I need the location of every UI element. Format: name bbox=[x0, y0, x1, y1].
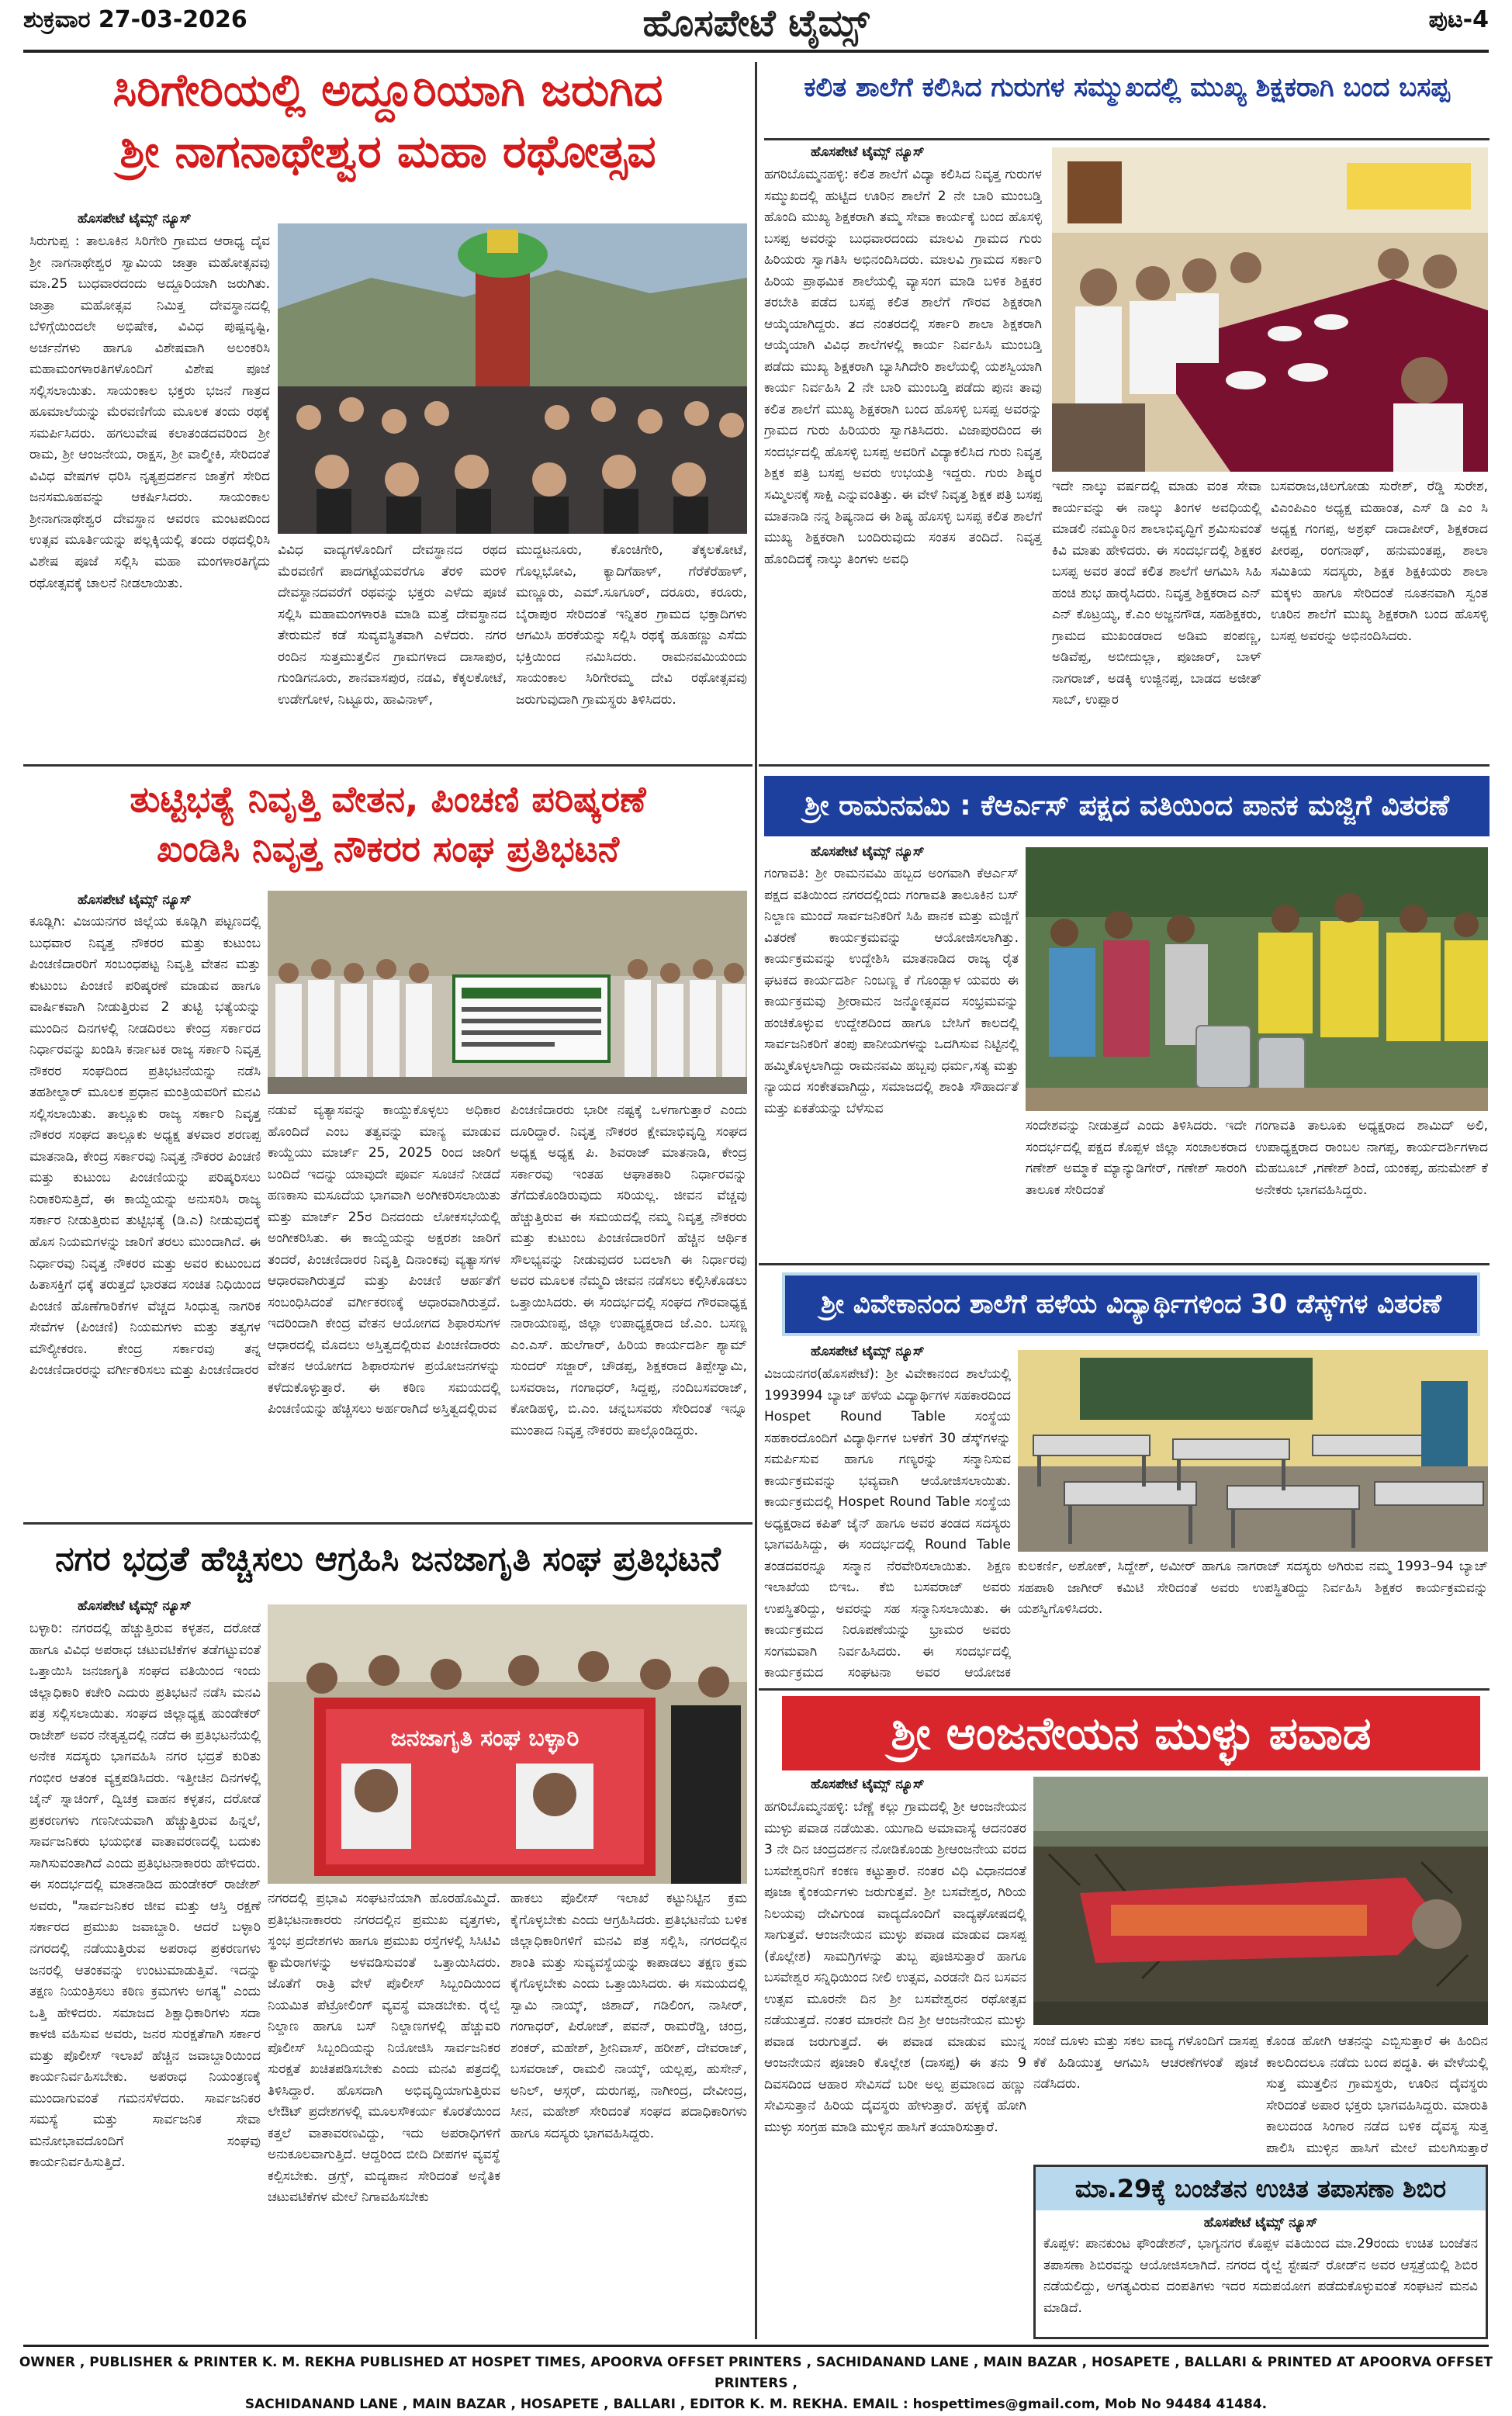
imprint-line1: OWNER , PUBLISHER & PRINTER K. M. REKHA PUBLISHED AT HOSPET TIMES, APOORVA OFFSET PRINTERS , SACHIDANAND LANE , MAIN BAZAR , HOSAPETE , BALLARI & PRINTED AT APOORVA OFFSET PRINTERS , bbox=[19, 2355, 1493, 2392]
story2-bottom-rule bbox=[759, 764, 1490, 767]
thorn-bed-ritual-photo bbox=[1033, 1777, 1488, 2025]
story8-byline: ಹೊಸಪೇಟೆ ಟೈಮ್ಸ್ ನ್ಯೂಸ್ bbox=[1203, 2215, 1318, 2231]
story2-rule bbox=[764, 138, 1490, 140]
story7-headline: ಶ್ರೀ ಆಂಜನೇಯನ ಮುಳ್ಳು ಪವಾಡ bbox=[891, 1707, 1372, 1760]
story8-box bbox=[1033, 2165, 1488, 2339]
story8-body: ಕೊಪ್ಪಳ: ಪಾನಕುಂಟ ಫೌಂಡೇಶನ್, ಭಾಗ್ಯನಗರ ಕೊಪ್ಪಳ ವತಿಯಿಂದ ಮಾ.29ರಂದು ಉಚಿತ ಬಂಜೆತನ ತಪಾಸಣಾ ಶಿಬಿರವನ್ನು ಆಯೋಜಿಸಲಾಗಿದೆ. ನಗರದ ರೈಲ್ವೆ ಸ್ಟೇಷನ್ ರೋಡ್‌ನ ಅವರ ಆಸ್ಪತ್ರೆಯಲ್ಲಿ ಶಿಬಿರ ನಡೆಯಲಿದ್ದು, ಅಗತ್ಯವಿರುವ ದಂಪತಿಗಳು ಇದರ ಸದುಪಯೋಗ ಪಡೆದುಕೊಳ್ಳುವಂತೆ ಸಂಘಟನೆ ಮನವಿ ಮಾಡಿದೆ. bbox=[1043, 2236, 1478, 2316]
story6-headline: ನಗರ ಭದ್ರತೆ ಹೆಚ್ಚಿಸಲು ಆಗ್ರಹಿಸಿ ಜನಜಾಗೃತಿ ಸಂಘ ಪ್ರತಿಭಟನೆ bbox=[55, 1539, 721, 1579]
teachers-meeting-photo bbox=[1052, 147, 1488, 472]
story6-photo bbox=[268, 1604, 747, 1884]
story1-col2: ವಿವಿಧ ವಾದ್ಯಗಳೊಂದಿಗೆ ದೇವಸ್ಥಾನದ ರಥದ ಮೆರವಣಿಗೆ ಪಾದಗಟ್ಟೆಯವರೆಗೂ ತೆರಳಿ ಮರಳಿ ದೇವಸ್ಥಾನದವರೆಗೆ ರಥವನ್ನು ಭಕ್ತರು ಎಳೆದು ಪೂಜೆ ಸಲ್ಲಿಸಿ ಮಹಾಮಂಗಳಾರತಿ ಮಾಡಿ ಮತ್ತೆ ದೇವಸ್ಥಾನದ ತೇರುಮನೆ ಕಡೆ ಸುವ್ಯವಸ್ಥಿತವಾಗಿ ಎಳೆದರು. ನಗರ ರಂದಿನ ಸುತ್ತಮುತ್ತಲಿನ ಗ್ರಾಮಗಳಾದ ದಾಸಾಪುರ, ಗುಂಡಿಗನೂರು, ಶಾನವಾಸಪುರ, ನಡವಿ, ಕೆಕ್ಕಲಕೋಟೆ, ಉಡೇಗೋಳ, ನಿಟ್ಟೂರು, ಹಾವಿನಾಳ್, bbox=[278, 542, 507, 708]
janajagruti-protest-photo bbox=[268, 1604, 747, 1884]
story5-col2: ಕುಲಕರ್ಣಿ, ಅಶೋಕ್, ಸಿದ್ದೇಶ್, ಅಮೀರ್ ಹಾಗೂ ನಾಗರಾಜ್ ಸದಸ್ಯರು ಅಗಿರುವ ನಮ್ಮ 1993–94 ಬ್ಯಾಚ್ ಸಹಪಾಠಿ ಜಾಗೀರ್ ಕಮಿಟಿ ಸೇರಿದಂತೆ ಅವರು ಉಪಸ್ಥಿತರಿದ್ದು ನಿರ್ವಹಿಸಿ ಶಿಕ್ಷಕರ ಕಾರ್ಯಕ್ರಮವನ್ನು ಯಶಸ್ವಿಗೊಳಿಸಿದರು. bbox=[1018, 1559, 1488, 1618]
story6-col1: ಬಳ್ಳಾರಿ: ನಗರದಲ್ಲಿ ಹೆಚ್ಚುತ್ತಿರುವ ಕಳ್ಳತನ, ದರೋಡೆ ಹಾಗೂ ವಿವಿಧ ಅಪರಾಧ ಚಟುವಟಿಕೆಗಳ ತಡೆಗಟ್ಟುವಂತೆ ಒತ್ತಾಯಿಸಿ ಜನಜಾಗೃತಿ ಸಂಘದ ವತಿಯಿಂದ ಇಂದು ಜಿಲ್ಲಾಧಿಕಾರಿ ಕಚೇರಿ ಎದುರು ಪ್ರತಿಭಟನೆ ನಡೆಸಿ ಮನವಿ ಪತ್ರ ಸಲ್ಲಿಸಲಾಯಿತು. ಸಂಘದ ಜಿಲ್ಲಾಧ್ಯಕ್ಷ ಹುಂಡೇಕರ್ ರಾಜೇಶ್ ಅವರ ನೇತೃತ್ವದಲ್ಲಿ ನಡೆದ ಈ ಪ್ರತಿಭಟನೆಯಲ್ಲಿ ಅನೇಕ ಸದಸ್ಯರು ಭಾಗವಹಿಸಿ ನಗರ ಭದ್ರತೆ ಕುರಿತು ಗಂಭೀರ ಆತಂಕ ವ್ಯಕ್ತಪಡಿಸಿದರು. ಇತ್ತೀಚಿನ ದಿನಗಳಲ್ಲಿ ಚೈನ್ ಸ್ನಾಚಿಂಗ್, ದ್ವಿಚಕ್ರ ವಾಹನ ಕಳ್ಳತನ, ದರೋಡೆ ಪ್ರಕರಣಗಳು ಗಣನೀಯವಾಗಿ ಹೆಚ್ಚುತ್ತಿರುವ ಹಿನ್ನಲೆ, ಸಾರ್ವಜನಿಕರು ಭಯಭೀತ ವಾತಾವರಣದಲ್ಲಿ ಬದುಕು ಸಾಗಿಸುವಂತಾಗಿದೆ ಎಂದು ಪ್ರತಿಭಟನಾಕಾರರು ಹೇಳಿದರು. ಈ ಸಂದರ್ಭದಲ್ಲಿ ಮಾತನಾಡಿದ ಹುಂಡೇಕರ್ ರಾಜೇಶ್ ಅವರು, "ಸಾರ್ವಜನಿಕರ ಜೀವ ಮತ್ತು ಆಸ್ತಿ ರಕ್ಷಣೆ ಸರ್ಕಾರದ ಪ್ರಮುಖ ಜವಾಬ್ದಾರಿ. ಆದರೆ ಬಳ್ಳಾರಿ ನಗರದಲ್ಲಿ ನಡೆಯುತ್ತಿರುವ ಅಪರಾಧ ಪ್ರಕರಣಗಳು ಜನರಲ್ಲಿ ಆತಂಕವನ್ನು ಉಂಟುಮಾಡುತ್ತಿವೆ. ಇದನ್ನು ತಕ್ಷಣ ನಿಯಂತ್ರಿಸಲು ಕಠಿಣ ಕ್ರಮಗಳು ಅಗತ್ಯ" ಎಂದು ಒತ್ತಿ ಹೇಳಿದರು. ಸಮಾಜದ ಶಿಕ್ಷಾಧಿಕಾರಿಗಳು ಸದಾ ಕಾಳಜಿ ವಹಿಸುವ ಅವರು, ಜನರ ಸುರಕ್ಷತೆಗಾಗಿ ಸರ್ಕಾರ ಮತ್ತು ಪೊಲೀಸ್ ಇಲಾಖೆ ಹೆಚ್ಚಿನ ಜವಾಬ್ದಾರಿಯಿಂದ ಕಾರ್ಯನಿರ್ವಹಿಸಬೇಕು. ಅಪರಾಧ ನಿಯಂತ್ರಣಕ್ಕೆ ಮುಂದಾಗುವಂತೆ ಗಮನಸೆಳೆದರು. ಸಾರ್ವಜನಿಕರ ಸಮಸ್ಯೆ ಮತ್ತು ಸಾರ್ವಜನಿಕ ಸೇವಾ ಮನೋಭಾವದೊಂದಿಗೆ ಸಂಘವು ಕಾರ್ಯನಿರ್ವಹಿಸುತ್ತಿದೆ. bbox=[29, 1621, 261, 2171]
imprint-line2: SACHIDANAND LANE , MAIN BAZAR , HOSAPETE , BALLARI , EDITOR K. M. REKHA. EMAIL : hospettimes@gmail.com, Mob No 94484 41484. bbox=[244, 2397, 1268, 2413]
story1-bottom-rule bbox=[23, 764, 753, 767]
story5-byline: ಹೊಸಪೇಟೆ ಟೈಮ್ಸ್ ನ್ಯೂಸ್ bbox=[811, 1344, 925, 1359]
story8-headline: ಮಾ.29ಕ್ಕೆ ಬಂಜೆತನ ಉಚಿತ ತಪಾಸಣಾ ಶಿಬಿರ bbox=[1036, 2167, 1486, 2210]
story3-headline-line2: ಖಂಡಿಸಿ ನಿವೃತ್ತ ನೌಕರರ ಸಂಘ ಪ್ರತಿಭಟನೆ bbox=[156, 827, 620, 870]
story2-col2: ಇದೇ ನಾಲ್ಕು ವರ್ಷದಲ್ಲಿ ಮಾಡು ವಂತ ಸೇವಾ ಕಾರ್ಯವನ್ನು ಈ ನಾಲ್ಕು ತಿಂಗಳ ಅವಧಿಯಲ್ಲಿ ಮಾಡಲಿ ನಮ್ಮೂರಿನ ಶಾಲಾಭಿವೃದ್ಧಿಗೆ ಶ್ರಮಿಸುವಂತೆ ಕಿವಿ ಮಾತು ಹೇಳಿದರು. ಈ ಸಂದರ್ಭದಲ್ಲಿ ಶಿಕ್ಷಕರ ಬಸಪ್ಪ ಅವರ ತಂದೆ ಕಲಿತ ಶಾಲೆಗೆ ಆಗಮಿಸಿ ಸಿಹಿ ಹಂಚಿ ಶುಭ ಹಾರೈಸಿದರು. ನಿವೃತ್ತ ಶಿಕ್ಷಕರಾದ ಎನ್ ಎನ್ ಕೊಟ್ರಯ್ಯ, ಕೆ.ಎಂ ಅಜ್ಜನಗೌಡ, ಸಹಶಿಕ್ಷಕರು, ಗ್ರಾಮದ ಮುಖಂಡರಾದ ಅಡಿಮ ಪಂಪಣ್ಣ, ಅಡಿವೆಪ್ಪ, ಅಬೀದುಲ್ಲಾ, ಪೂಜಾರ್, ಬಾಳ್ ನಾಗರಾಜ್, ಅಡಕ್ಕಿ ಉಜ್ಜಿನಪ್ಪ, ಬಾಡದ ಅಜೀತ್ ಸಾಬ್, ಉಪ್ಪಾರ bbox=[1052, 479, 1261, 708]
story7-byline: ಹೊಸಪೇಟೆ ಟೈಮ್ಸ್ ನ್ಯೂಸ್ bbox=[811, 1777, 925, 1792]
story3-col2: ನಡುವೆ ವ್ಯತ್ಯಾಸವನ್ನು ಕಾಯ್ದುಕೊಳ್ಳಲು ಅಧಿಕಾರ ಹೊಂದಿದೆ ಎಂಬ ತತ್ವವನ್ನು ಮಾನ್ಯ ಮಾಡುವ ಕಾಯ್ದೆಯು ಮಾರ್ಚ್ 25, 2025 ರಿಂದ ಜಾರಿಗೆ ಬಂದಿದೆ ಇದನ್ನು ಯಾವುದೇ ಪೂರ್ವ ಸೂಚನೆ ನೀಡದೆ ಹಣಕಾಸು ಮಸೂದೆಯ ಭಾಗವಾಗಿ ಅಂಗೀಕರಿಸಲಾಯಿತು ಮತ್ತು ಮಾರ್ಚ್ 25ರ ದಿನದಂದು ಲೋಕಸಭೆಯಲ್ಲಿ ಅಂಗೀಕರಿಸಿತು. ಈ ಕಾಯ್ದೆಯನ್ನು ಅಕ್ಷರಶಃ ಜಾರಿಗೆ ತಂದರೆ, ಪಿಂಚಣಿದಾರರ ನಿವೃತ್ತಿ ದಿನಾಂಕವು ವ್ಯತ್ಯಾಸಗಳ ಆಧಾರವಾಗಿರುತ್ತದೆ ಮತ್ತು ಪಿಂಚಣಿ ಆರ್ಹತೆಗೆ ಸಂಬಂಧಿಸಿದಂತೆ ವರ್ಗೀಕರಣಕ್ಕೆ ಆಧಾರವಾಗಿರುತ್ತದೆ. ಇದರಿಂದಾಗಿ ಕೇಂದ್ರ ವೇತನ ಆಯೋಗದ ಶಿಫಾರಸುಗಳ ಆಧಾರದಲ್ಲಿ ಮೊದಲು ಅಸ್ತಿತ್ವದಲ್ಲಿರುವ ಪಿಂಚಣಿದಾರರು ವೇತನ ಆಯೋಗದ ಶಿಫಾರಸುಗಳ ಪ್ರಯೋಜನಗಳನ್ನು ಕಳೆದುಕೊಳ್ಳುತ್ತಾರೆ. ಈ ಕಠಿಣ ಸಮಯದಲ್ಲಿ ಪಿಂಚಣಿಯನ್ನು ಹೆಚ್ಚಿಸಲು ಅರ್ಹರಾಗಿದೆ ಅಸ್ತಿತ್ವದಲ್ಲಿರುವ bbox=[268, 1102, 500, 1417]
story5-bottom-rule bbox=[759, 1688, 1490, 1691]
story2-byline: ಹೊಸಪೇಟೆ ಟೈಮ್ಸ್ ನ್ಯೂಸ್ bbox=[811, 144, 925, 160]
masthead-date: ಶುಕ್ರವಾರ 27-03-2026 bbox=[23, 6, 247, 33]
story7-col1: ಹಗರಿಬೊಮ್ಮನಹಳ್ಳಿ: ಬೆಣ್ಣೆ ಕಲ್ಲು ಗ್ರಾಮದಲ್ಲಿ ಶ್ರೀ ಆಂಜನೇಯನ ಮುಳ್ಳು ಪವಾಡ ನಡೆಯಿತು. ಯುಗಾದಿ ಅಮಾವಾಸ್ಯೆ ಆದನಂತರ 3 ನೇ ದಿನ ಚಂದ್ರದರ್ಶನ ನೋಡಿಕೊಂಡು ಶ್ರೀಆಂಜನೇಯ ವರದ ಬಸವೇಶ್ವರನಿಗೆ ಕಂಕಣ ಕಟ್ಟುತ್ತಾರೆ. ನಂತರ ವಿಧಿ ವಿಧಾನದಂತೆ ಪೂಜಾ ಕೈಂಕರ್ಯಗಳು ಜರುಗುತ್ತವೆ. ಶ್ರೀ ಬಸವೇಶ್ವರ, ಗಿರಿಯ ನಿಲಯವು ದೇವಿಗುಂಡ ವಾದ್ಯದೊಂದಿಗೆ ವಾದ್ಯಘೋಷದಲ್ಲಿ ಸಾಗುತ್ತವೆ. ಆಂಜನೇಯನ ಮುಳ್ಳು ಪವಾಡ ಮಾಡುವ ದಾಸಪ್ಪ (ಕೊಲ್ಲೇಶ) ಸಾಮಗ್ರಿಗಳನ್ನು ತುಬ್ಬ ಪೂಜಿಸುತ್ತಾರೆ ಹಾಗೂ ಬಸವೇಶ್ವರ ಸನ್ನಿಧಿಯಿಂದ ನೀಲಿ ಉತ್ಸವ, ಎರಡನೇ ದಿನ ಬಸವನ ಉತ್ಸವ ಮೂರನೇ ದಿನ ಶ್ರೀ ಬಸವೇಶ್ವರನ ರಥೋತ್ಸವ ನಡೆಯುತ್ತದೆ. ನಂತರ ಮಾರನೇ ದಿನ ಶ್ರೀ ಆಂಜನೇಯನ ಮುಳ್ಳು ಪವಾಡ ಜರುಗುತ್ತದೆ. ಈ ಪವಾಡ ಮಾಡುವ ಮುನ್ನ ಆಂಜನೇಯನ ಪೂಜಾರಿ ಕೊಲ್ಲೇಶ (ದಾಸಪ್ಪ) ಈ ತನು 9 ದಿವಸದಿಂದ ಆಹಾರ ಸೇವಿಸದೆ ಬರೀ ಅಲ್ಪ ಪ್ರಮಾಣದ ಹಣ್ಣು ಸೇವಿಸುತ್ತಾನೆ ಹಿರಿಯ ದೈವಸ್ಥರು ಹೇಳುತ್ತಾರೆ. ಹಳ್ಳಕ್ಕೆ ಹೋಗಿ ಮುಳ್ಳು ಸಂಗ್ರಹ ಮಾಡಿ ಮುಳ್ಳಿನ ಹಾಸಿಗೆ ತಯಾರಿಸುತ್ತಾರೆ. bbox=[764, 1799, 1026, 2135]
story2-col3: ಬಸವರಾಜ,ಚಿಲಗೋಡು ಸುರೇಶ್, ರೆಡ್ಡಿ ಸುರೇಶ, ವಿಎಂಪಿಎಂ ಅಧ್ಯಕ್ಷ ಮಹಾಂತ, ಎಸ್ ಡಿ ಎಂ ಸಿ ಅಧ್ಯಕ್ಷ ಗಂಗಪ್ಪ, ಅಶ್ರಫ್ ದಾದಾಪೀರ್, ಶಿಕ್ಷಕರಾದ ಪೀರಪ್ಪ, ರಂಗನಾಥ್, ಹನುಮಂತಪ್ಪ, ಶಾಲಾ ಸಮಿತಿಯ ಸದಸ್ಯರು, ಶಿಕ್ಷಕ ಶಿಕ್ಷಕಿಯರು ಶಾಲಾ ಮಕ್ಕಳು ಹಾಗೂ ಸೇರಿದಂತೆ ನೂತನವಾಗಿ ಸ್ವಂತ ಊರಿನ ಶಾಲೆಗೆ ಮುಖ್ಯ ಶಿಕ್ಷಕರಾಗಿ ಬಂದ ಹೊಸಳ್ಳಿ ಬಸಪ್ಪ ಅವರನ್ನು ಅಭಿನಂದಿಸಿದರು. bbox=[1271, 479, 1488, 644]
story3-byline: ಹೊಸಪೇಟೆ ಟೈಮ್ಸ್ ನ್ಯೂಸ್ bbox=[78, 892, 192, 908]
story4-col1: ಗಂಗಾವತಿ: ಶ್ರೀ ರಾಮನವಮಿ ಹಬ್ಬದ ಅಂಗವಾಗಿ ಕೆಆರ್ಎಸ್ ಪಕ್ಷದ ವತಿಯಿಂದ ನಗರದಲ್ಲಿಂದು ಗಂಗಾವತಿ ತಾಲೂಕಿನ ಬಸ್ ನಿಲ್ದಾಣ ಮುಂದೆ ಸಾರ್ವಜನಿಕರಿಗೆ ಸಿಹಿ ಪಾನಕ ಮತ್ತು ಮಜ್ಜಿಗೆ ವಿತರಣೆ ಕಾರ್ಯಕ್ರಮವನ್ನು ಆಯೋಜಿಸಲಾಗಿತ್ತು. ಕಾರ್ಯಕ್ರಮವನ್ನು ಉದ್ದೇಶಿಸಿ ಮಾತನಾಡಿದ ರಾಜ್ಯ ರೈತ ಘಟಕದ ಕಾರ್ಯದರ್ಶಿ ನಿಂಬಣ್ಣ ಕೆ ಗೊಂಡ್ಬಾಳ ಯವರು ಈ ಕಾರ್ಯಕ್ರಮವು ಶ್ರೀರಾಮನ ಜನ್ಮೋತ್ಸವದ ಸಂಭ್ರಮವನ್ನು ಹಂಚಿಕೊಳ್ಳುವ ಉದ್ದೇಶದಿಂದ ಹಾಗೂ ಬೇಸಿಗೆ ಕಾಲದಲ್ಲಿ ಸಾರ್ವಜನಿಕರಿಗೆ ತಂಪು ಪಾನೀಯಗಳನ್ನು ಒದಗಿಸುವ ನಿಟ್ಟಿನಲ್ಲಿ ಹಮ್ಮಿಕೊಳ್ಳಲಾಗಿದ್ದು ರಾಮನವಮಿ ಹಬ್ಬವು ಧರ್ಮ,ಸತ್ಯ ಮತ್ತು ನ್ಯಾಯದ ಸಂಕೇತವಾಗಿದ್ದು, ಸಮಾಜದಲ್ಲಿ ಶಾಂತಿ ಸೌಹಾರ್ದತೆ ಮತ್ತು ಏಕತೆಯನ್ನು ಬೆಳೆಸುವ bbox=[764, 866, 1019, 1116]
masthead-rule bbox=[23, 50, 1489, 53]
story1-col1: ಸಿರುಗುಪ್ಪ : ತಾಲೂಕಿನ ಸಿರಿಗೇರಿ ಗ್ರಾಮದ ಆರಾಧ್ಯ ದೈವ ಶ್ರೀ ನಾಗನಾಥೇಶ್ವರ ಸ್ವಾಮಿಯ ಜಾತ್ರಾ ಮಹೋತ್ಸವವು ಮಾ.25 ಬುಧವಾರದಂದು ಅದ್ದೂರಿಯಾಗಿ ಜರುಗಿತು. ಜಾತ್ರಾ ಮಹೋತ್ಸವ ನಿಮಿತ್ತ ದೇವಸ್ಥಾನದಲ್ಲಿ ಬೆಳಿಗ್ಗೆಯಿಂದಲೇ ಅಭಿಷೇಕ, ವಿವಿಧ ಪುಷ್ಪವೃಷ್ಟಿ, ಅರ್ಚನೆಗಳು ಹಾಗೂ ವಿಶೇಷವಾಗಿ ಅಲಂಕರಿಸಿ ಮಹಾಮಂಗಳಾರತಿಗಳೊಂದಿಗೆ ವಿಶೇಷ ಪೂಜೆ ಸಲ್ಲಿಸಲಾಯಿತು. ಸಾಯಂಕಾಲ ಭಕ್ತರು ಭಜನೆ ಗಾತ್ರದ ಹೂಮಾಲೆಯನ್ನು ಮೆರವಣಿಗೆಯ ಮೂಲಕ ತಂದು ರಥಕ್ಕೆ ಸಮರ್ಪಿಸಿದರು. ಹಗಲುವೇಷ ಕಲಾತಂಡದವರಿಂದ ಶ್ರೀ ರಾಮ, ಶ್ರೀ ಆಂಜನೇಯ, ರಾಕ್ಷಸ, ಶ್ರೀ ವಾಲ್ಮೀಕಿ, ಸೇರಿದಂತೆ ವಿವಿಧ ವೇಷಗಳ ಧರಿಸಿ ನೃತ್ಯಪ್ರದರ್ಶನ ಜಾತ್ರೆಗೆ ಸೇರಿದ ಜನಸಮೂಹವನ್ನು ಆಕರ್ಷಿಸಿದರು. ಸಾಯಂಕಾಲ ಶ್ರೀನಾಗನಾಥೇಶ್ವರ ದೇವಸ್ಥಾನ ಆವರಣ ಮಂಟಪದಿಂದ ಉತ್ಸವ ಮೂರ್ತಿಯನ್ನು ಪಲ್ಲಕ್ಕಿಯಲ್ಲಿ ತಂದು ರಥದಲ್ಲಿರಿಸಿ ವಿಶೇಷ ಪೂಜೆ ಸಲ್ಲಿಸಿ ಮಹಾ ಮಂಗಳಾರತಿಗೈದು ರಥೋತ್ಸವಕ್ಕೆ ಚಾಲನೆ ನೀಡಲಾಯಿತು. bbox=[29, 234, 270, 591]
story1-photo bbox=[278, 223, 747, 534]
classroom-desks-photo bbox=[1018, 1350, 1488, 1552]
story4-bottom-rule bbox=[759, 1263, 1490, 1265]
masthead-title: ಹೊಸಪೇಟೆ ಟೈಮ್ಸ್ bbox=[642, 2, 870, 45]
story7-col2: ಕೊಂಡ ಹೋಗಿ ಆತನನ್ನು ಎಬ್ಬಿಸುತ್ತಾರೆ ಈ ಹಿಂದಿನ ಕಾಲದಿಂದಲೂ ನಡೆದು ಬಂದ ಪದ್ಧತಿ. ಈ ವೇಳೆಯಲ್ಲಿ ಸುತ್ತ ಮುತ್ತಲಿನ ಗ್ರಾಮಸ್ಥರು, ಊರಿನ ದೈವಸ್ಥರು ಸೇರಿದಂತೆ ಅಪಾರ ಭಕ್ತರು ಭಾಗವಹಿಸಿದ್ದರು. ಮಾರುತಿ ಕಾಲುದಂಡ ಸಿಂಗಾರ ನಡೆದ ಬಳಿಕ ದೈವಸ್ಥ ಸುತ್ತ ಪಾಲಿಸಿ ಮುಳ್ಳಿನ ಹಾಸಿಗೆ ಮೇಲೆ ಮಲಗಿಸುತ್ತಾರೆ bbox=[1266, 2034, 1488, 2156]
story4-col3: ಗಂಗಾವತಿ ತಾಲೂಕು ಅಧ್ಯಕ್ಷರಾದ ಶಾಮಿದ್ ಅಲಿ, ಉಪಾಧ್ಯಕ್ಷರಾದ ರಾಂಬಲ ನಾಗಪ್ಪ, ಕಾರ್ಯದರ್ಶಿಗಳಾದ ಮೆಹಬೂಬ್ ,ಗಣೇಶ್ ಶಿಂದೆ, ಯಂಕಪ್ಪ, ಹನುಮೇಶ್ ಕೆ ಅನೇಕರು ಭಾಗವಹಿಸಿದ್ದರು. bbox=[1255, 1118, 1488, 1198]
story5-col1: ವಿಜಯನಗರ(ಹೊಸಪೇಟೆ): ಶ್ರೀ ವಿವೇಕಾನಂದ ಶಾಲೆಯಲ್ಲಿ 1993994 ಬ್ಯಾಚ್ ಹಳೆಯ ವಿದ್ಯಾರ್ಥಿಗಳ ಸಹಕಾರದಿಂದ Hospet Round Table ಸಂಸ್ಥೆಯ ಸಹಕಾರದೊಂದಿಗೆ ವಿದ್ಯಾರ್ಥಿಗಳ ಬಳಕೆಗೆ 30 ಡೆಸ್ಕ್‌ಗಳನ್ನು ಸಮರ್ಪಿಸುವ ಹಾಗೂ ಗಣ್ಯರನ್ನು ಸನ್ಮಾನಿಸುವ ಕಾರ್ಯಕ್ರಮವನ್ನು ಭವ್ಯವಾಗಿ ಆಯೋಜಿಸಲಾಯಿತು. ಕಾರ್ಯಕ್ರಮದಲ್ಲಿ Hospet Round Table ಸಂಸ್ಥೆಯ ಅಧ್ಯಕ್ಷರಾದ ಕಪಿತ್ ಜೈನ್ ಹಾಗೂ ಅವರ ತಂಡದ ಸದಸ್ಯರು ಭಾಗವಹಿಸಿದ್ದು, ಈ ಸಂದರ್ಭದಲ್ಲಿ Round Table ತಂಡದವರನ್ನೂ ಸನ್ಮಾನ ನೆರವೇರಿಸಲಾಯಿತು. ಶಿಕ್ಷಣ ಇಲಾಖೆಯ ಬಿಇಒ. ಕೆಬಿ ಬಸವರಾಜ್ ಅವರು ಉಪಸ್ಥಿತರಿದ್ದು, ಅವರನ್ನು ಸಹ ಸನ್ಮಾನಿಸಲಾಯಿತು. ಈ ಕಾರ್ಯಕ್ರಮದ ನಿರೂಪಣೆಯನ್ನು ಭ್ರಾಮರ ಅವರು ಸಂಗಮವಾಗಿ ನಿರ್ವಹಿಸಿದರು. ಈ ಸಂದರ್ಭದಲ್ಲಿ ಕಾರ್ಯಕ್ರಮದ ಸಂಘಟನಾ ಅವರ ಆಯೋಜಕ bbox=[764, 1366, 1011, 1681]
story3-photo bbox=[268, 891, 747, 1094]
story1-headline bbox=[31, 62, 745, 179]
story4-photo bbox=[1026, 847, 1488, 1111]
story6-col3: ಹಾಕಲು ಪೊಲೀಸ್ ಇಲಾಖೆ ಕಟ್ಟುನಿಟ್ಟಿನ ಕ್ರಮ ಕೈಗೊಳ್ಳಬೇಕು ಎಂದು ಆಗ್ರಹಿಸಿದರು. ಪ್ರತಿಭಟನೆಯ ಬಳಿಕ ಜಿಲ್ಲಾಧಿಕಾರಿಗಳಿಗೆ ಮನವಿ ಪತ್ರ ಸಲ್ಲಿಸಿ, ನಗರದಲ್ಲಿನ ಶಾಂತಿ ಮತ್ತು ಸುವ್ಯವಸ್ಥೆಯನ್ನು ಕಾಪಾಡಲು ತಕ್ಷಣ ಕ್ರಮ ಕೈಗೊಳ್ಳಬೇಕು ಎಂದು ಒತ್ತಾಯಿಸಿದರು. ಈ ಸಮಯದಲ್ಲಿ ಸ್ವಾಮಿ ನಾಯ್ಕ್, ಜಿಶಾದ್, ಗಡಿಲಿಂಗ, ನಾಸೀರ್, ಗಂಗಾಧರ್, ಪಿರೋಜ್, ಪವನ್, ರಾಮರೆಡ್ಡಿ, ಚಂದ್ರ, ಶಂಕರ್, ಮಹೇಶ್, ಶ್ರೀನಿವಾಸ್, ಹರೀಶ್, ದೇವರಾಜ್, ಬಸವರಾಜ್, ರಾಮಲಿ ನಾಯ್ಕ್, ಯಲ್ಲಪ್ಪ, ಹುಸೇನ್, ಅನಿಲ್, ಆಸ್ಗರ್, ದುರುಗಪ್ಪ, ನಾಗೀಂದ್ರ, ದೇವೀಂದ್ರ, ಸೀನ, ಮಹೇಶ್ ಸೇರಿದಂತೆ ಸಂಘದ ಪದಾಧಿಕಾರಿಗಳು ಹಾಗೂ ಸದಸ್ಯರು ಭಾಗವಹಿಸಿದ್ದರು. bbox=[510, 1891, 747, 2141]
story1-headline-line2: ಶ್ರೀ ನಾಗನಾಥೇಶ್ವರ ಮಹಾ ರಥೋತ್ಸವ bbox=[119, 124, 656, 178]
story3-headline bbox=[31, 777, 745, 871]
story4-headline: ಶ್ರೀ ರಾಮನವಮಿ : ಕೆಆರ್ಎಸ್ ಪಕ್ಷದ ವತಿಯಿಂದ ಪಾನಕ ಮಜ್ಜಿಗೆ ವಿತರಣೆ bbox=[804, 790, 1450, 822]
story1-headline-line1: ಸಿರಿಗೇರಿಯಲ್ಲಿ ಅದ್ದೂರಿಯಾಗಿ ಜರುಗಿದ bbox=[112, 64, 663, 116]
story3-bottom-rule bbox=[23, 1522, 753, 1525]
page-number: ಪುಟ-4 bbox=[1428, 6, 1489, 33]
story2-col1: ಹಗರಿಬೊಮ್ಮನಹಳ್ಳಿ: ಕಲಿತ ಶಾಲೆಗೆ ವಿದ್ಯಾ ಕಲಿಸಿದ ನಿವೃತ್ತ ಗುರುಗಳ ಸಮ್ಮುಖದಲ್ಲಿ ಹುಟ್ಟಿದ ಊರಿನ ಶಾಲೆಗೆ 2 ನೇ ಬಾರಿ ಮುಂಬಡ್ತಿ ಹೊಂದಿ ಮುಖ್ಯ ಶಿಕ್ಷಕರಾಗಿ ತಮ್ಮ ಸೇವಾ ಕಾರ್ಯಕ್ಕೆ ಬಂದ ಹೊಸಳ್ಳಿ ಬಸಪ್ಪ ಅವರನ್ನು ಬುಧವಾರದಂದು ಮಾಲವಿ ಗ್ರಾಮದ ಗುರು ಹಿರಿಯರು ಸ್ವಾಗತಿಸಿ ಅಭಿನಂದಿಸಿದರು. ಮಾಲವಿ ಗ್ರಾಮದ ಸರ್ಕಾರಿ ಹಿರಿಯ ಪ್ರಾಥಮಿಕ ಶಾಲೆಯಲ್ಲಿ ವ್ಯಾಸಂಗ ಮಾಡಿ ಬಳಿಕ ಶಿಕ್ಷಕರ ತರಬೇತಿ ಪಡೆದ ಬಸಪ್ಪ ಕಲಿತ ಶಾಲೆಗೆ ಗೌರವ ಶಿಕ್ಷಕರಾಗಿ ಆಯ್ಕೆಯಾಗಿದ್ದರು. ತದ ನಂತರದಲ್ಲಿ ಸರ್ಕಾರಿ ಶಾಲಾ ಶಿಕ್ಷಕರಾಗಿ ಆಯ್ಕೆಯಾಗಿ ವಿವಿಧ ಶಾಲೆಗಳಲ್ಲಿ ಕಾರ್ಯ ನಿರ್ವಹಿಸಿ ಮುಂಬಡ್ತಿ ಪಡೆದು ಮುಖ್ಯ ಶಿಕ್ಷಕರಾಗಿ ಬ್ಯಾಸಿಗಿದೇರಿ ಶಾಲೆಯಲ್ಲಿ ಯಶಸ್ವಿಯಾಗಿ ಕಾರ್ಯ ನಿರ್ವಹಿಸಿ 2 ನೇ ಬಾರಿ ಮುಂಬಡ್ತಿ ಪಡೆದು ಪುನಃ ತಾವು ಕಲಿತ ಶಾಲೆಗೆ ಮುಖ್ಯ ಶಿಕ್ಷಕರಾಗಿ ಬಂದ ಹೊಸಳ್ಳಿ ಬಸಪ್ಪ ಅವರನ್ನು ಗ್ರಾಮದ ಗುರು ಹಿರಿಯರು ಸ್ವಾಗತಿಸಿದರು. ವಿಜಾಪುರದಿಂದ ಈ ಸಂದರ್ಭದಲ್ಲಿ ಹೊಸಳ್ಳಿ ಬಸಪ್ಪ ಅವರಿಗೆ ವಿದ್ಯಾಕಲಿಸಿದ ಗುರು ನಿವೃತ್ತ ಶಿಕ್ಷಕ ಪತ್ರಿ ಬಸಪ್ಪ ಅವರು ಉಭಯತ್ರಿ ಇದ್ದರು. ಗುರು ಶಿಷ್ಯರ ಸಮ್ಮಿಲನಕ್ಕೆ ಸಾಕ್ಷಿ ಎನ್ನುವಂತಿತ್ತು. ಈ ವೇಳೆ ನಿವೃತ್ತ ಶಿಕ್ಷಕ ಪತ್ರಿ ಬಸಪ್ಪ ಮಾತನಾಡಿ ನನ್ನ ಶಿಷ್ಯನಾದ ಈ ಶಿಷ್ಯ ಹೊಸಳ್ಳಿ ಬಸಪ್ಪ ಕಲಿತ ಶಾಲೆಗೆ ಮುಖ್ಯ ಶಿಕ್ಷಕರಾಗಿ ಬಂದಿರುವುದು ಸಂತಸ ತಂದಿದೆ. ನಿವೃತ್ತ ಹೊಂದಿದಕ್ಕೆ ನಾಲ್ಕು ತಿಂಗಳು ಅವಧಿ bbox=[764, 167, 1042, 567]
story6-byline: ಹೊಸಪೇಟೆ ಟೈಮ್ಸ್ ನ್ಯೂಸ್ bbox=[78, 1598, 192, 1614]
story5-headline: ಶ್ರೀ ವಿವೇಕಾನಂದ ಶಾಲೆಗೆ ಹಳೆಯ ವಿದ್ಯಾರ್ಥಿಗಳಿಂದ 30 ಡೆಸ್ಕ್‌ಗಳ ವಿತರಣೆ bbox=[821, 1289, 1441, 1320]
story4-headline-banner bbox=[764, 776, 1490, 836]
story7-photo bbox=[1033, 1777, 1488, 2025]
story3-col3: ಪಿಂಚಣಿದಾರರು ಭಾರೀ ನಷ್ಟಕ್ಕೆ ಒಳಗಾಗುತ್ತಾರೆ ಎಂದು ದೂರಿದ್ದಾರೆ. ನಿವೃತ್ತ ನೌಕರರ ಕ್ಷೇಮಾಭಿವೃದ್ಧಿ ಸಂಘದ ಅಧ್ಯಕ್ಷ ಅಧ್ಯಕ್ಷ ಪಿ. ಶಿವರಾಜ್ ಮಾತನಾಡಿ, ಕೇಂದ್ರ ಸರ್ಕಾರವು ಇಂತಹ ಆಘಾತಕಾರಿ ನಿರ್ಧಾರವನ್ನು ತೆಗೆದುಕೊಂಡಿರುವುದು ಸರಿಯಲ್ಲ. ಜೀವನ ವೆಚ್ಚವು ಹೆಚ್ಚುತ್ತಿರುವ ಈ ಸಮಯದಲ್ಲಿ ನಮ್ಮ ನಿವೃತ್ತ ನೌಕರರು ಮತ್ತು ಕುಟುಂಬ ಪಿಂಚಣಿದಾರರಿಗೆ ಹೆಚ್ಚಿನ ಆರ್ಥಿಕ ಸೌಲಭ್ಯವನ್ನು ನೀಡುವುದರ ಬದಲಾಗಿ ಈ ನಿರ್ಧಾರವು ಅವರ ಮೂಲಕ ನೆಮ್ಮದಿ ಜೀವನ ನಡೆಸಲು ಕಲ್ಪಿಸಿಕೊಡಲು ಒತ್ತಾಯಿಸಿದರು. ಈ ಸಂದರ್ಭದಲ್ಲಿ ಸಂಘದ ಗೌರವಾಧ್ಯಕ್ಷ ನಾರಾಯಣಪ್ಪ, ಜಿಲ್ಲಾ ಉಪಾಧ್ಯಕ್ಷರಾದ ಜೆ.ಎಂ. ಬಸಣ್ಣ ಎಂ.ಎಸ್. ಹುಲೆಗಾರ್, ಹಿರಿಯ ಕಾರ್ಯದರ್ಶಿ ಶ್ಯಾಮ್ ಸುಂದರ್ ಸಜ್ಜಾರ್, ಚೌಡಪ್ಪ, ಶಿಕ್ಷಕರಾದ ತಿಪ್ಪೇಸ್ವಾಮಿ, ಬಸವರಾಜ, ಗಂಗಾಧರ್, ಸಿದ್ದಪ್ಪ, ನಂದಿಬಸವರಾಜ್, ಕೋಡಿಹಳ್ಳಿ, ಬಿ.ಎಂ. ಚನ್ನಬಸವರು ಸೇರಿದಂತೆ ಇನ್ನೂ ಮುಂತಾದ ನಿವೃತ್ತ ನೌಕರರು ಪಾಲ್ಗೊಂಡಿದ್ದರು. bbox=[510, 1102, 747, 1438]
story4-byline: ಹೊಸಪೇಟೆ ಟೈಮ್ಸ್ ನ್ಯೂಸ್ bbox=[811, 844, 925, 860]
story2-photo bbox=[1052, 147, 1488, 472]
protest-banner-text: ಜನಜಾಗೃತಿ ಸಂಘ ಬಳ್ಳಾರಿ bbox=[390, 1725, 580, 1752]
story4-col2: ಸಂದೇಶವನ್ನು ನೀಡುತ್ತದೆ ಎಂದು ತಿಳಿಸಿದರು. ಇದೇ ಸಂದರ್ಭದಲ್ಲಿ ಪಕ್ಷದ ಕೊಪ್ಪಳ ಜಿಲ್ಲಾ ಸಂಚಾಲಕರಾದ ಗಣೇಶ್ ಅಮ್ಮಾಕೆ ಮ್ಯಾನ್ಯುಡಿಗೇರ್, ಗಣೇಶ್ ಸಾರಂಗಿ ತಾಲೂಕ ಸೇರಿದಂತೆ bbox=[1026, 1118, 1247, 1198]
footer-rule bbox=[23, 2345, 1489, 2347]
story6-col2: ನಗರದಲ್ಲಿ ಪ್ರಭಾವಿ ಸಂಘಟನೆಯಾಗಿ ಹೊರಹೊಮ್ಮಿದೆ. ಪ್ರತಿಭಟನಾಕಾರರು ನಗರದಲ್ಲಿನ ಪ್ರಮುಖ ವೃತ್ತಗಳು, ಸ್ಥಂಭ ಪ್ರದೇಶಗಳು ಹಾಗೂ ಪ್ರಮುಖ ರಸ್ತೆಗಳಲ್ಲಿ ಸಿಸಿಟಿವಿ ಕ್ಯಾಮೆರಾಗಳನ್ನು ಅಳವಡಿಸುವಂತೆ ಒತ್ತಾಯಿಸಿದರು. ಜೊತೆಗೆ ರಾತ್ರಿ ವೇಳೆ ಪೊಲೀಸ್ ಸಿಬ್ಬಂದಿಯಿಂದ ನಿಯಮಿತ ಪೆಟ್ರೋಲಿಂಗ್ ವ್ಯವಸ್ಥೆ ಮಾಡಬೇಕು. ರೈಲ್ವೆ ನಿಲ್ದಾಣ ಹಾಗೂ ಬಸ್ ನಿಲ್ದಾಣಗಳಲ್ಲಿ ಹೆಚ್ಚುವರಿ ಪೊಲೀಸ್ ಸಿಬ್ಬಂದಿಯನ್ನು ನಿಯೋಜಿಸಿ ಸಾರ್ವಜನಿಕರ ಸುರಕ್ಷತೆ ಖಚಿತಪಡಿಸಬೇಕು ಎಂದು ಮನವಿ ಪತ್ರದಲ್ಲಿ ತಿಳಿಸಿದ್ದಾರೆ. ಹೊಸದಾಗಿ ಅಭಿವೃದ್ಧಿಯಾಗುತ್ತಿರುವ ಲೇಔಟ್ ಪ್ರದೇಶಗಳಲ್ಲಿ ಮೂಲಸೌಕರ್ಯ ಕೊರತೆಯಿಂದ ಕತ್ತಲೆ ವಾತಾವರಣವಿದ್ದು, ಇದು ಅಪರಾಧಿಗಳಿಗೆ ಅನುಕೂಲವಾಗುತ್ತಿದೆ. ಆದ್ದರಿಂದ ಬೀದಿ ದೀಪಗಳ ವ್ಯವಸ್ಥೆ ಕಲ್ಪಿಸಬೇಕು. ಡ್ರಗ್ಸ್, ಮದ್ಯಪಾನ ಸೇರಿದಂತೆ ಅನೈತಿಕ ಚಟುವಟಿಕೆಗಳ ಮೇಲೆ ನಿಗಾವಹಿಸಬೇಕು bbox=[268, 1891, 500, 2206]
story5-photo bbox=[1018, 1350, 1488, 1552]
story5-headline-banner bbox=[782, 1272, 1480, 1336]
story1-byline: ಹೊಸಪೇಟೆ ಟೈಮ್ಸ್ ನ್ಯೂಸ್ bbox=[78, 211, 192, 227]
chariot-festival-photo bbox=[278, 223, 747, 534]
buttermilk-distribution-photo bbox=[1026, 847, 1488, 1111]
imprint-footer bbox=[0, 2352, 1512, 2416]
story7-headline-banner bbox=[782, 1696, 1480, 1770]
story1-col3: ಮುದ್ದಟನೂರು, ಕೊಂಚಿಗೇರಿ, ತೆಕ್ಕಲಕೋಟೆ, ಗೊಲ್ಲಭೋವಿ, ಕ್ಯಾದಿಗೆಹಾಳ್, ಗೆರೆಕೆರೆಹಾಳ್, ಮಣ್ಣೂರು, ಎಮ್.ಸೂಗೂರ್, ದರೂರು, ಕರೂರು, ಬೈರಾಪುರ ಸೇರಿದಂತೆ ಇನ್ನಿತರ ಗ್ರಾಮದ ಭಕ್ತಾದಿಗಳು ಆಗಮಿಸಿ ಹರಕೆಯನ್ನು ಸಲ್ಲಿಸಿ ರಥಕ್ಕೆ ಹೂಹಣ್ಣು ಎಸೆದು ಭಕ್ತಿಯಿಂದ ನಮಿಸಿದರು. ರಾಮನವಮಿಯಂದು ಸಾಯಂಕಾಲ ಸಿರಿಗೇರಮ್ಮ ದೇವಿ ರಥೋತ್ಸವವು ಜರುಗುವುದಾಗಿ ಗ್ರಾಮಸ್ಥರು ತಿಳಿಸಿದರು. bbox=[516, 542, 747, 708]
column-divider bbox=[755, 62, 757, 2339]
retired-employees-protest-photo bbox=[268, 891, 747, 1094]
story7-caption: ಸಂಜೆ ದೂಳು ಮತ್ತು ಸಕಲ ವಾದ್ಯ ಗಳೊಂದಿಗೆ ದಾಸಪ್ಪ ಕೆಕೆ ಹಿಡಿಯುತ್ತ ಆಗಮಿಸಿ ಆಚರಣೆಗಳಂತೆ ಪೂಜೆ ನಡೆಸಿದರು. bbox=[1033, 2034, 1258, 2092]
story2-headline: ಕಲಿತ ಶಾಲೆಗೆ ಕಲಿಸಿದ ಗುರುಗಳ ಸಮ್ಮುಖದಲ್ಲಿ ಮುಖ್ಯ ಶಿಕ್ಷಕರಾಗಿ ಬಂದ ಬಸಪ್ಪ bbox=[804, 72, 1450, 103]
story3-col1: ಕೂಡ್ಲಿಗಿ: ವಿಜಯನಗರ ಜಿಲ್ಲೆಯ ಕೂಡ್ಲಿಗಿ ಪಟ್ಟಣದಲ್ಲಿ ಬುಧವಾರ ನಿವೃತ್ತ ನೌಕರರ ಮತ್ತು ಕುಟುಂಬ ಪಿಂಚಣಿದಾರರಿಗೆ ಸಂಬಂಧಪಟ್ಟ ನಿವೃತ್ತಿ ವೇತನ ಮತ್ತು ಕುಟುಂಬ ಪಿಂಚಣಿ ಪರಿಷ್ಕರಣೆ ಮಾಡುವ ಹಾಗೂ ವಾರ್ಷಿಕವಾಗಿ ನೀಡುತ್ತಿರುವ 2 ತುಟ್ಟಿ ಭತ್ಯೆಯನ್ನು ಮುಂದಿನ ದಿನಗಳಲ್ಲಿ ನೀಡದಿರಲು ಕೇಂದ್ರ ಸರ್ಕಾರದ ನಿರ್ಧಾರವನ್ನು ಖಂಡಿಸಿ ಕರ್ನಾಟಕ ರಾಜ್ಯ ಸರ್ಕಾರಿ ನಿವೃತ್ತ ನೌಕರರ ಸಂಘದಿಂದ ಪ್ರತಿಭಟನೆಯನ್ನು ನಡೆಸಿ ತಹಶೀಲ್ದಾರ್ ಮೂಲಕ ಪ್ರಧಾನ ಮಂತ್ರಿಯವರಿಗೆ ಮನವಿ ಸಲ್ಲಿಸಲಾಯಿತು. ತಾಲ್ಲೂಕು ರಾಜ್ಯ ಸರ್ಕಾರಿ ನಿವೃತ್ತ ನೌಕರರ ಸಂಘದ ತಾಲ್ಲೂಕು ಅಧ್ಯಕ್ಷ ತಳವಾರ ಶರಣಪ್ಪ ಮಾತನಾಡಿ, ಕೇಂದ್ರ ಸರ್ಕಾರವು ನಿವೃತ್ತ ನೌಕರರ ಪಿಂಚಣಿ ಮತ್ತು ಕುಟುಂಬ ಪಿಂಚಣಿಯನ್ನು ಪರಿಷ್ಕರಿಸಲು ನಿರಾಕರಿಸುತ್ತಿದೆ, ಈ ಕಾಯ್ದೆಯನ್ನು ಅನುಸರಿಸಿ ರಾಜ್ಯ ಸರ್ಕಾರ ನೀಡುತ್ತಿರುವ ತುಟ್ಟಿಭತ್ಯೆ (ಡಿ.ಎ) ನೀಡುವುದಕ್ಕೆ ಹೊಸ ನಿಯಮಗಳನ್ನು ಜಾರಿಗೆ ತರಲು ಮುಂದಾಗಿದೆ. ಈ ನಿರ್ಧಾರವು ನಿವೃತ್ತ ನೌಕರರ ಮತ್ತು ಅವರ ಕುಟುಂಬದ ಹಿತಾಸಕ್ತಿಗೆ ಧಕ್ಕೆ ತರುತ್ತದೆ ಭಾರತದ ಸಂಚಿತ ನಿಧಿಯಿಂದ ಪಿಂಚಣಿ ಹೊಣೆಗಾರಿಕೆಗಳ ವೆಚ್ಚದ ಸಿಂಧುತ್ವ ನಾಗರಿಕ ಸೇವೆಗಳ (ಪಿಂಚಣಿ) ನಿಯಮಗಳು ಮತ್ತು ತತ್ವಗಳ ಮೌಲ್ಯೀಕರಣ. ಕೇಂದ್ರ ಸರ್ಕಾರವು ತನ್ನ ಪಿಂಚಣಿದಾರರನ್ನು ವರ್ಗೀಕರಿಸಲು ಮತ್ತು ಪಿಂಚಣಿದಾರರ bbox=[29, 914, 261, 1379]
story3-headline-line1: ತುಟ್ಟಿಭತ್ಯೆ ನಿವೃತ್ತಿ ವೇತನ, ಪಿಂಚಣಿ ಪರಿಷ್ಕರಣೆ bbox=[130, 778, 646, 820]
